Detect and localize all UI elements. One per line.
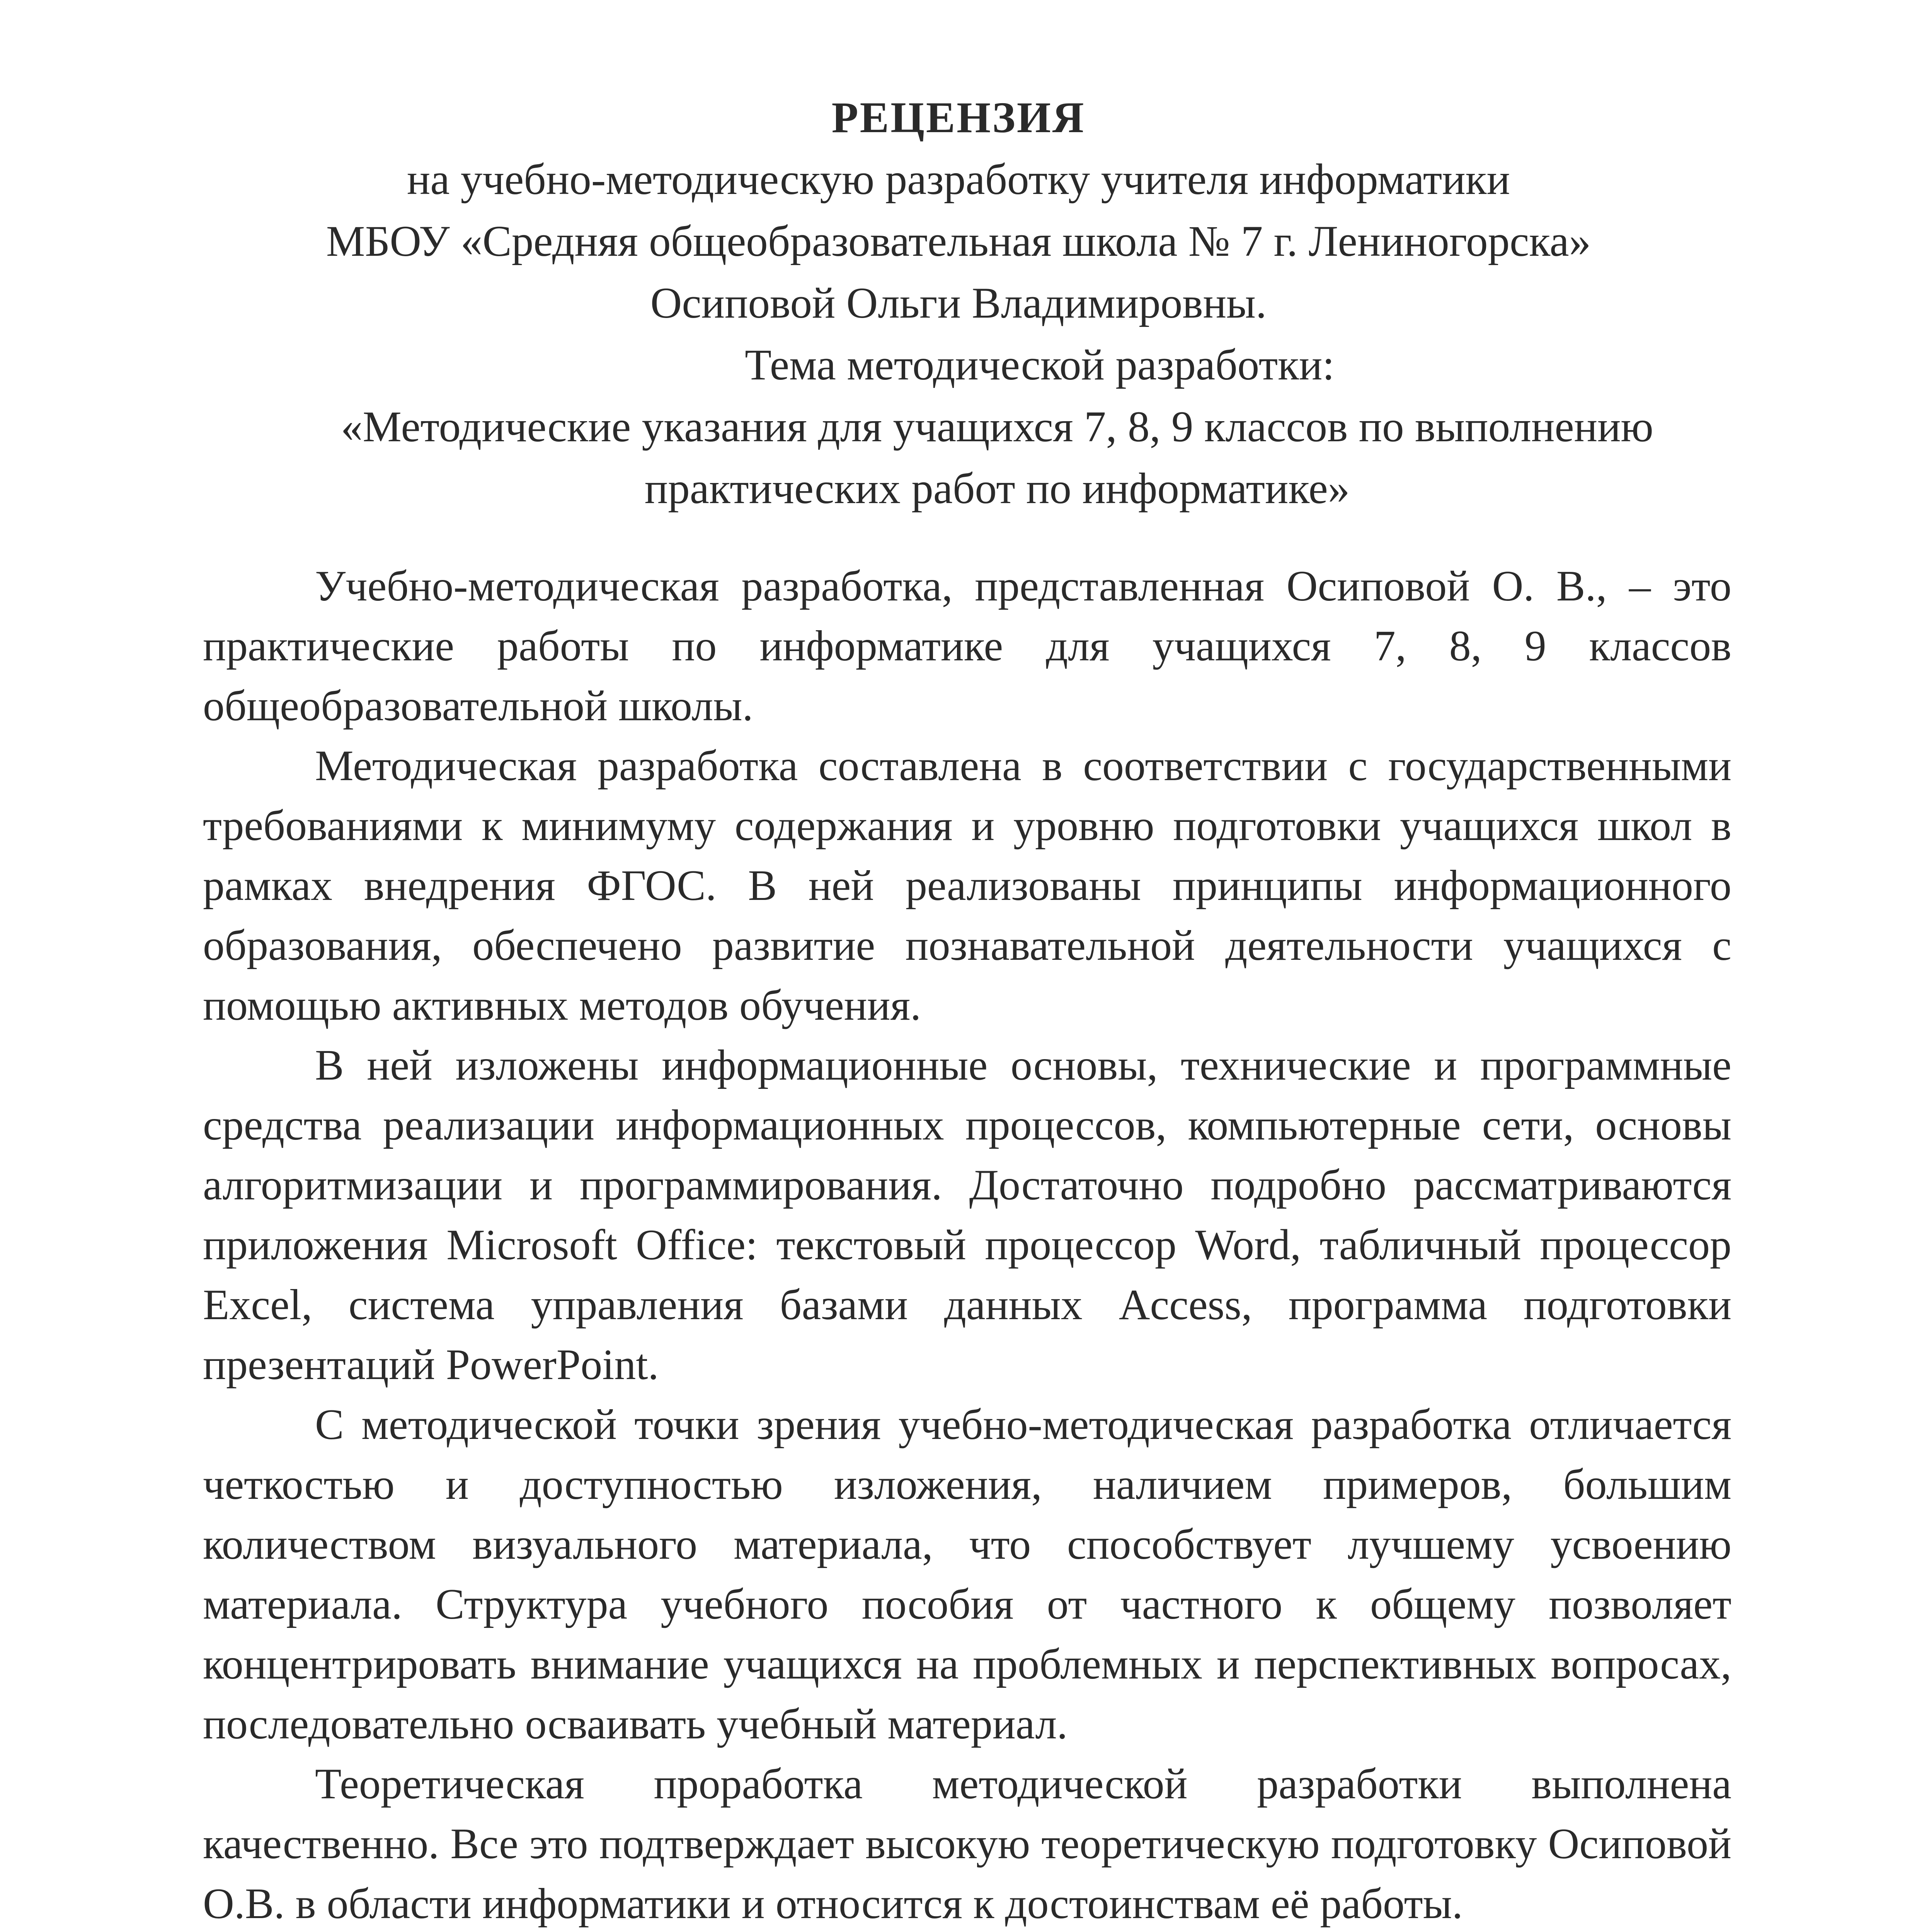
paragraph-1: Учебно-методическая разработка, представленная Осиповой О. В., – это практические работы по информатике для учащихся 7, 8, 9 классов общеобразовательной школы.	[203, 562, 1731, 730]
heading-line-3: Осиповой Ольги Владимировны.	[650, 279, 1267, 327]
heading-line-5: «Методические указания для учащихся 7, 8, 9 классов по выполнению	[341, 403, 1653, 451]
paragraph-2: Методическая разработка составлена в соответствии с государственными требованиями к минимуму содержания и уровню подготовки учащихся школ в рамках внедрения ФГОС. В ней реализованы принципы информационного образования, обеспечено развитие познавательной деятельности учащихся с помощью активных методов обучения.	[203, 742, 1731, 1029]
document-title: РЕЦЕНЗИЯ	[831, 94, 1086, 142]
document-heading	[0, 87, 1917, 520]
heading-line-4: Тема методической разработки:	[745, 341, 1335, 389]
heading-line-6: практических работ по информатике»	[644, 464, 1350, 513]
paragraph-3: В ней изложены информационные основы, технические и программные средства реализации информационных процессов, компьютерные сети, основы алгоритмизации и программирования. Достаточно подробно рассматриваются приложения Microsoft Office: текстовый процессор Word, табличный процессор Excel, система управления базами данных Access, программа подготовки презентаций PowerPoint.	[203, 1041, 1731, 1389]
heading-line-1: на учебно-методическую разработку учителя информатики	[407, 155, 1510, 204]
paragraph-4: С методической точки зрения учебно-методическая разработка отличается четкостью и доступностью изложения, наличием примеров, большим количеством визуального материала, что способствует лучшему усвоению материала. Структура учебного пособия от частного к общему позволяет концентрировать внимание учащихся на проблемных и перспективных вопросах, последовательно осваивать учебный материал.	[203, 1401, 1731, 1748]
review-body	[203, 556, 1731, 1932]
paragraph-5: Теоретическая проработка методической разработки выполнена качественно. Все это подтверждает высокую теоретическую подготовку Осиповой О.В. в области информатики и относится к достоинствам её работы.	[203, 1760, 1731, 1928]
heading-line-2: МБОУ «Средняя общеобразовательная школа № 7 г. Лениногорска»	[326, 217, 1591, 265]
